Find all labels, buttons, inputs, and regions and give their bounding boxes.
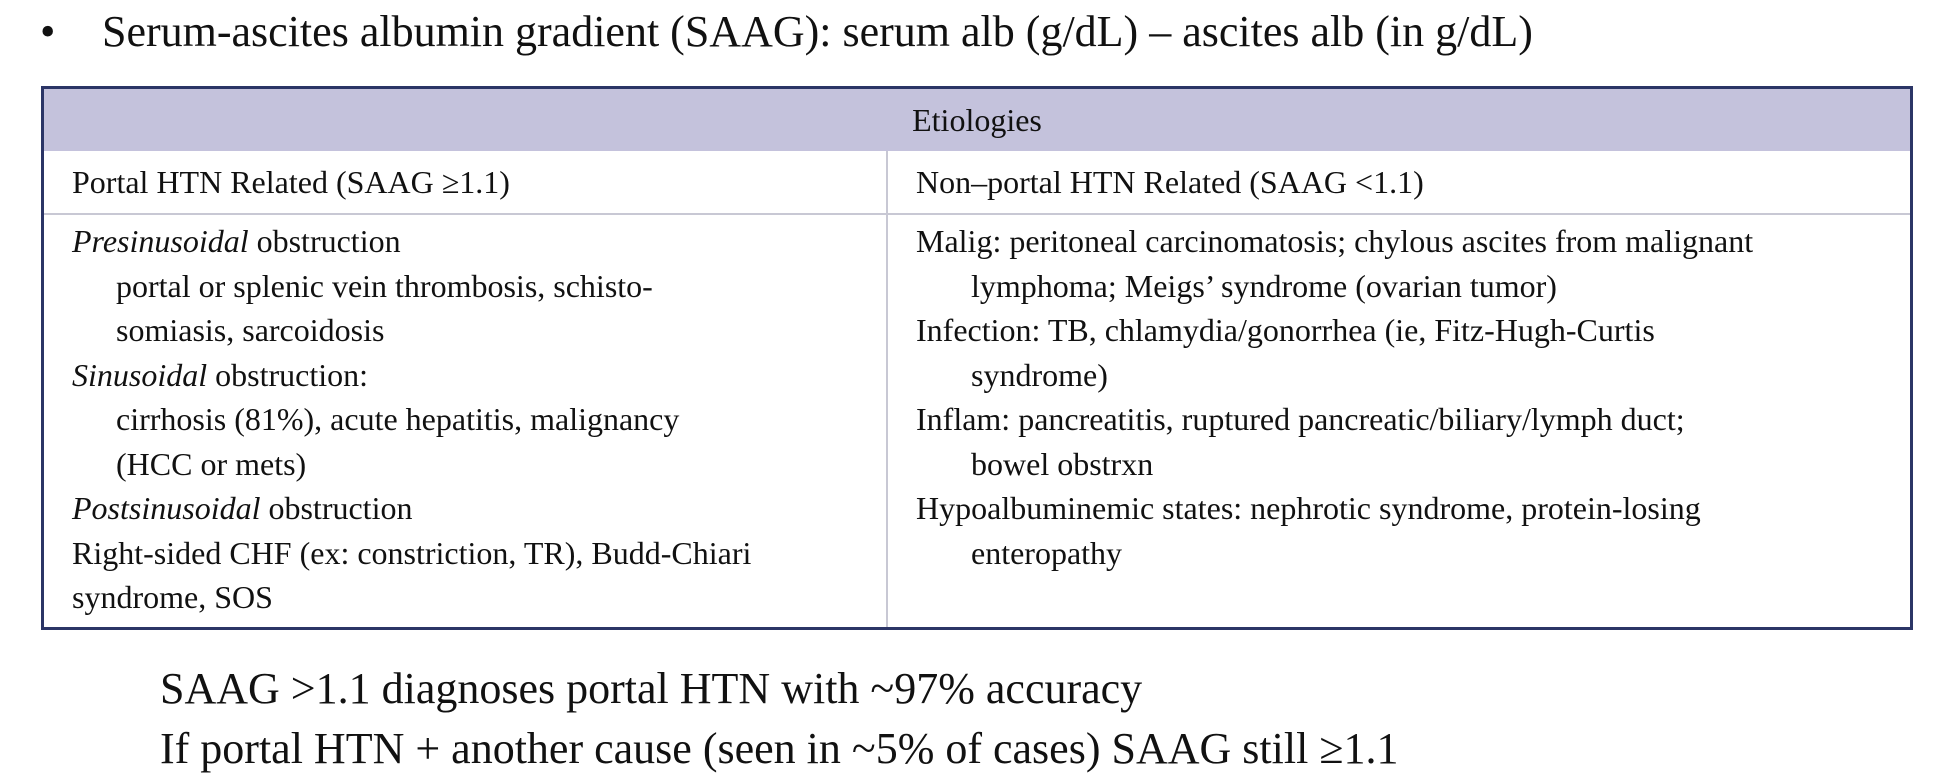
infection-line-1: Infection: TB, chlamydia/gonorrhea (ie, Fitz-Hugh-Curtis	[916, 312, 1655, 348]
table-header: Etiologies	[44, 89, 1910, 151]
malignancy-line-2: lymphoma; Meigs’ syndrome (ovarian tumor)	[971, 267, 1557, 304]
column-header-portal: Portal HTN Related (SAAG ≥1.1)	[72, 164, 510, 200]
postsinusoidal-term: Postsinusoidal	[72, 490, 261, 526]
sinusoidal-term: Sinusoidal	[72, 356, 208, 393]
column-header-non-portal: Non–portal HTN Related (SAAG <1.1)	[916, 164, 1424, 200]
sinusoidal-causes-line-1: cirrhosis (81%), acute hepatitis, malignancy	[116, 401, 680, 437]
postsinusoidal-heading: Postsinusoidal obstruction	[72, 490, 413, 526]
hypoalbuminemic-line-2: enteropathy	[971, 534, 1123, 571]
postsinusoidal-causes-line-1: Right-sided CHF (ex: constriction, TR), Budd-Chiari	[72, 534, 752, 571]
saag-definition-text: Serum-ascites albumin gradient (SAAG): serum alb (g/dL) – ascites alb (in g/dL)	[102, 7, 1533, 56]
bullet-dot: •	[40, 7, 56, 56]
inflammation-line-2: bowel obstrxn	[971, 445, 1154, 482]
inflammation-line-1: Inflam: pancreatitis, ruptured pancreatic/biliary/lymph duct;	[916, 401, 1685, 437]
column-divider	[886, 151, 888, 627]
mixed-cause-note: If portal HTN + another cause (seen in ~5% of cases) SAAG still ≥1.1	[160, 724, 1399, 773]
saag-definition-bullet	[40, 4, 1533, 60]
presinusoidal-heading: Presinusoidal obstruction	[72, 223, 401, 259]
malignancy-line-1: Malig: peritoneal carcinomatosis; chylous ascites from malignant	[916, 223, 1754, 259]
etiologies-table	[41, 86, 1913, 630]
infection-line-2: syndrome)	[971, 356, 1108, 393]
sinusoidal-causes-line-2: (HCC or mets)	[116, 445, 307, 482]
column-header-divider	[44, 213, 1910, 215]
presinusoidal-causes-line-2: somiasis, sarcoidosis	[116, 312, 385, 348]
postsinusoidal-causes-line-2: syndrome, SOS	[72, 579, 273, 615]
non-portal-htn-causes	[916, 219, 1896, 575]
accuracy-note: SAAG >1.1 diagnoses portal HTN with ~97% accuracy	[160, 664, 1143, 713]
hypoalbuminemic-line-1: Hypoalbuminemic states: nephrotic syndrome, protein-losing	[916, 490, 1701, 526]
presinusoidal-term: Presinusoidal	[72, 223, 249, 259]
sinusoidal-heading: Sinusoidal obstruction:	[72, 356, 368, 393]
portal-htn-causes	[72, 219, 872, 620]
presinusoidal-causes-line-1: portal or splenic vein thrombosis, schisto-	[116, 267, 653, 304]
